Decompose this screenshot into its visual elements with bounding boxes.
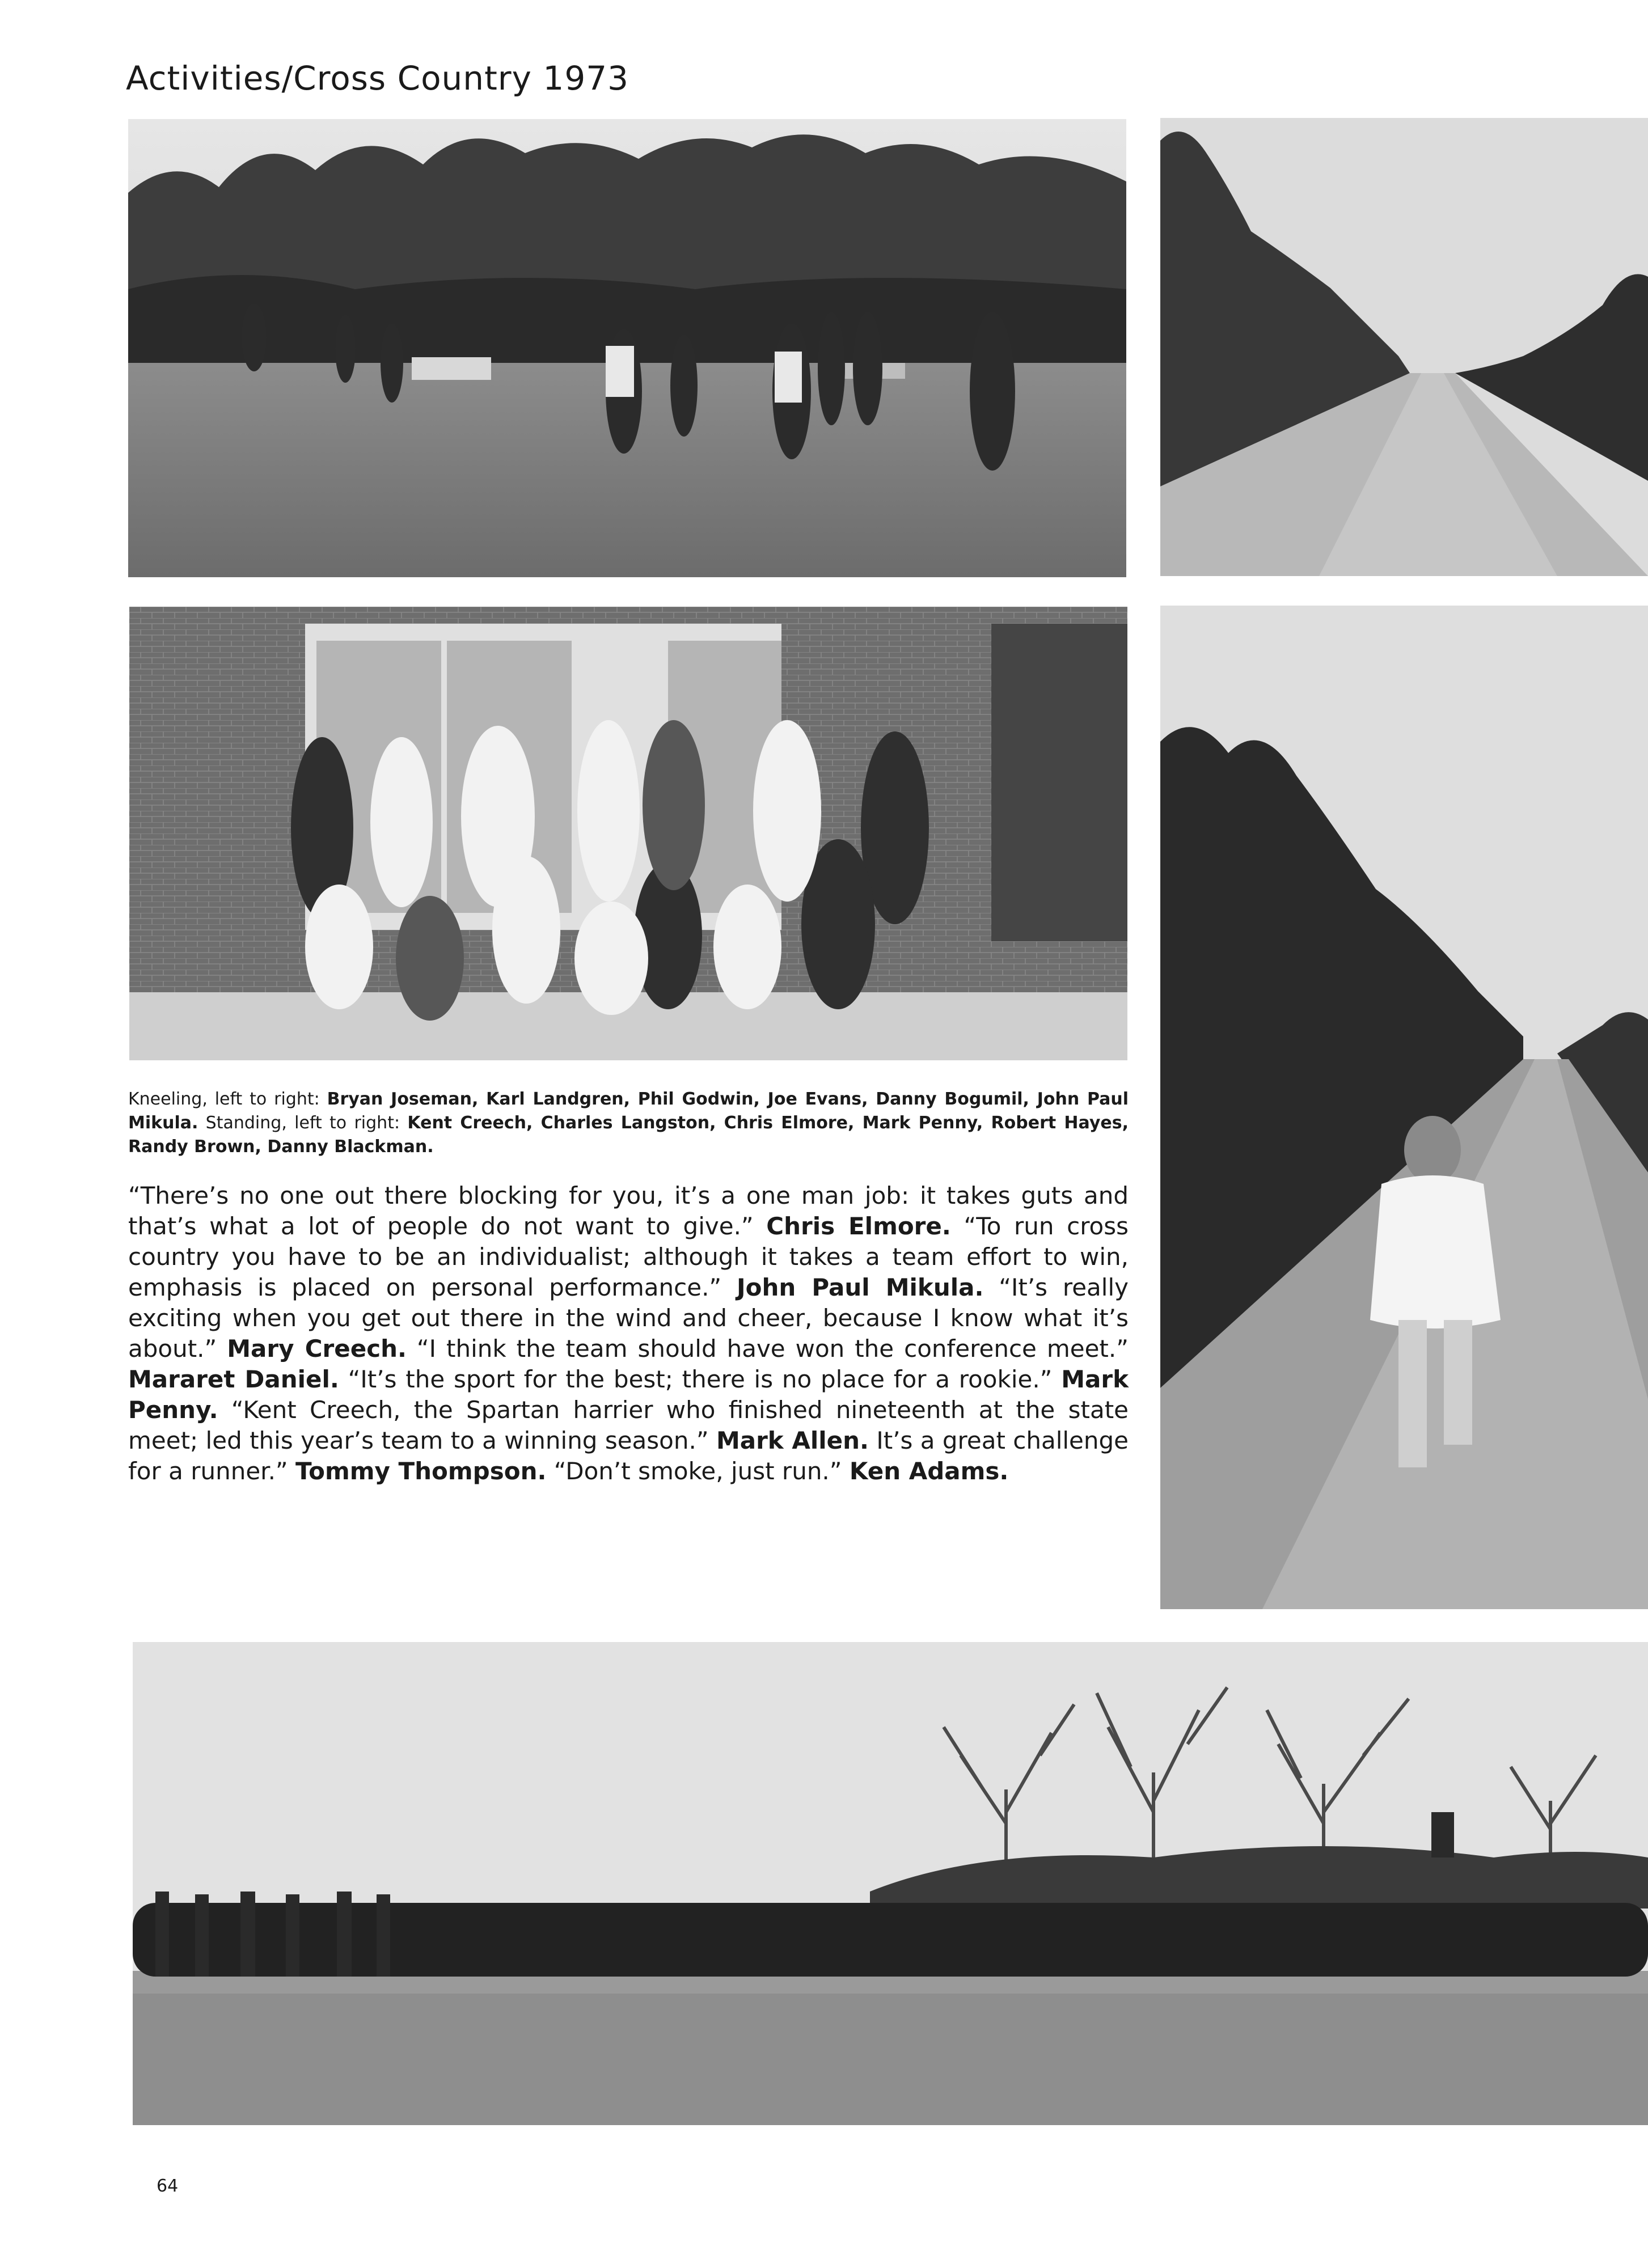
quote-author: Ken Adams. bbox=[849, 1457, 1009, 1485]
quotes-paragraph bbox=[128, 1180, 1129, 1487]
quote-author: Mark Allen. bbox=[716, 1427, 869, 1454]
quote-text: It’s a great challenge for a runner.” bbox=[128, 1427, 1129, 1485]
quote-text: “There’s no one out there blocking for you, it’s a one man job: it takes guts and that’s what a lot of people do not want to give.” bbox=[128, 1182, 1129, 1240]
kneeling-intro: Kneeling, left to right: bbox=[128, 1089, 327, 1109]
standing-intro: Standing, left to right: bbox=[198, 1113, 408, 1133]
page-title: Activities/Cross Country 1973 bbox=[126, 59, 629, 98]
quote-author: Mark Penny. bbox=[128, 1365, 1129, 1424]
dirt-road-photo bbox=[1160, 118, 1648, 576]
team-photo bbox=[129, 607, 1127, 1060]
quote-author: Mararet Daniel. bbox=[128, 1365, 339, 1393]
quote-author: Chris Elmore. bbox=[766, 1212, 951, 1240]
team-photo-caption bbox=[128, 1088, 1129, 1159]
quote-text: “I think the team should have won the conference meet.” bbox=[406, 1335, 1129, 1363]
runner-on-road-photo bbox=[1160, 606, 1648, 1609]
quote-text: “Don’t smoke, just run.” bbox=[546, 1457, 850, 1485]
kneeling-names: Bryan Joseman, Karl Landgren, Phil Godwin, Joe Evans, Danny Bogumil, John Paul Mikula. bbox=[128, 1089, 1129, 1133]
page-number: 64 bbox=[157, 2176, 179, 2196]
quote-text: “It’s the sport for the best; there is no place for a rookie.” bbox=[339, 1365, 1062, 1393]
practice-field-photo bbox=[128, 119, 1126, 577]
quote-author: Tommy Thompson. bbox=[295, 1457, 547, 1485]
quote-author: Mary Creech. bbox=[227, 1335, 407, 1363]
quote-text: “To run cross country you have to be an individualist; although it takes a team effort to win, emphasis is placed on personal performance.” bbox=[128, 1212, 1129, 1301]
quote-text: “Kent Creech, the Spartan harrier who finished nineteenth at the state meet; led this year’s team to a winning season.” bbox=[128, 1396, 1129, 1454]
race-start-photo bbox=[133, 1642, 1648, 2125]
quote-author: John Paul Mikula. bbox=[736, 1273, 984, 1301]
quote-text: “It’s really exciting when you get out there in the wind and cheer, because I know what it’s about.” bbox=[128, 1273, 1129, 1363]
standing-names: Kent Creech, Charles Langston, Chris Elmore, Mark Penny, Robert Hayes, Randy Brown, Danny Blackman. bbox=[128, 1113, 1129, 1157]
